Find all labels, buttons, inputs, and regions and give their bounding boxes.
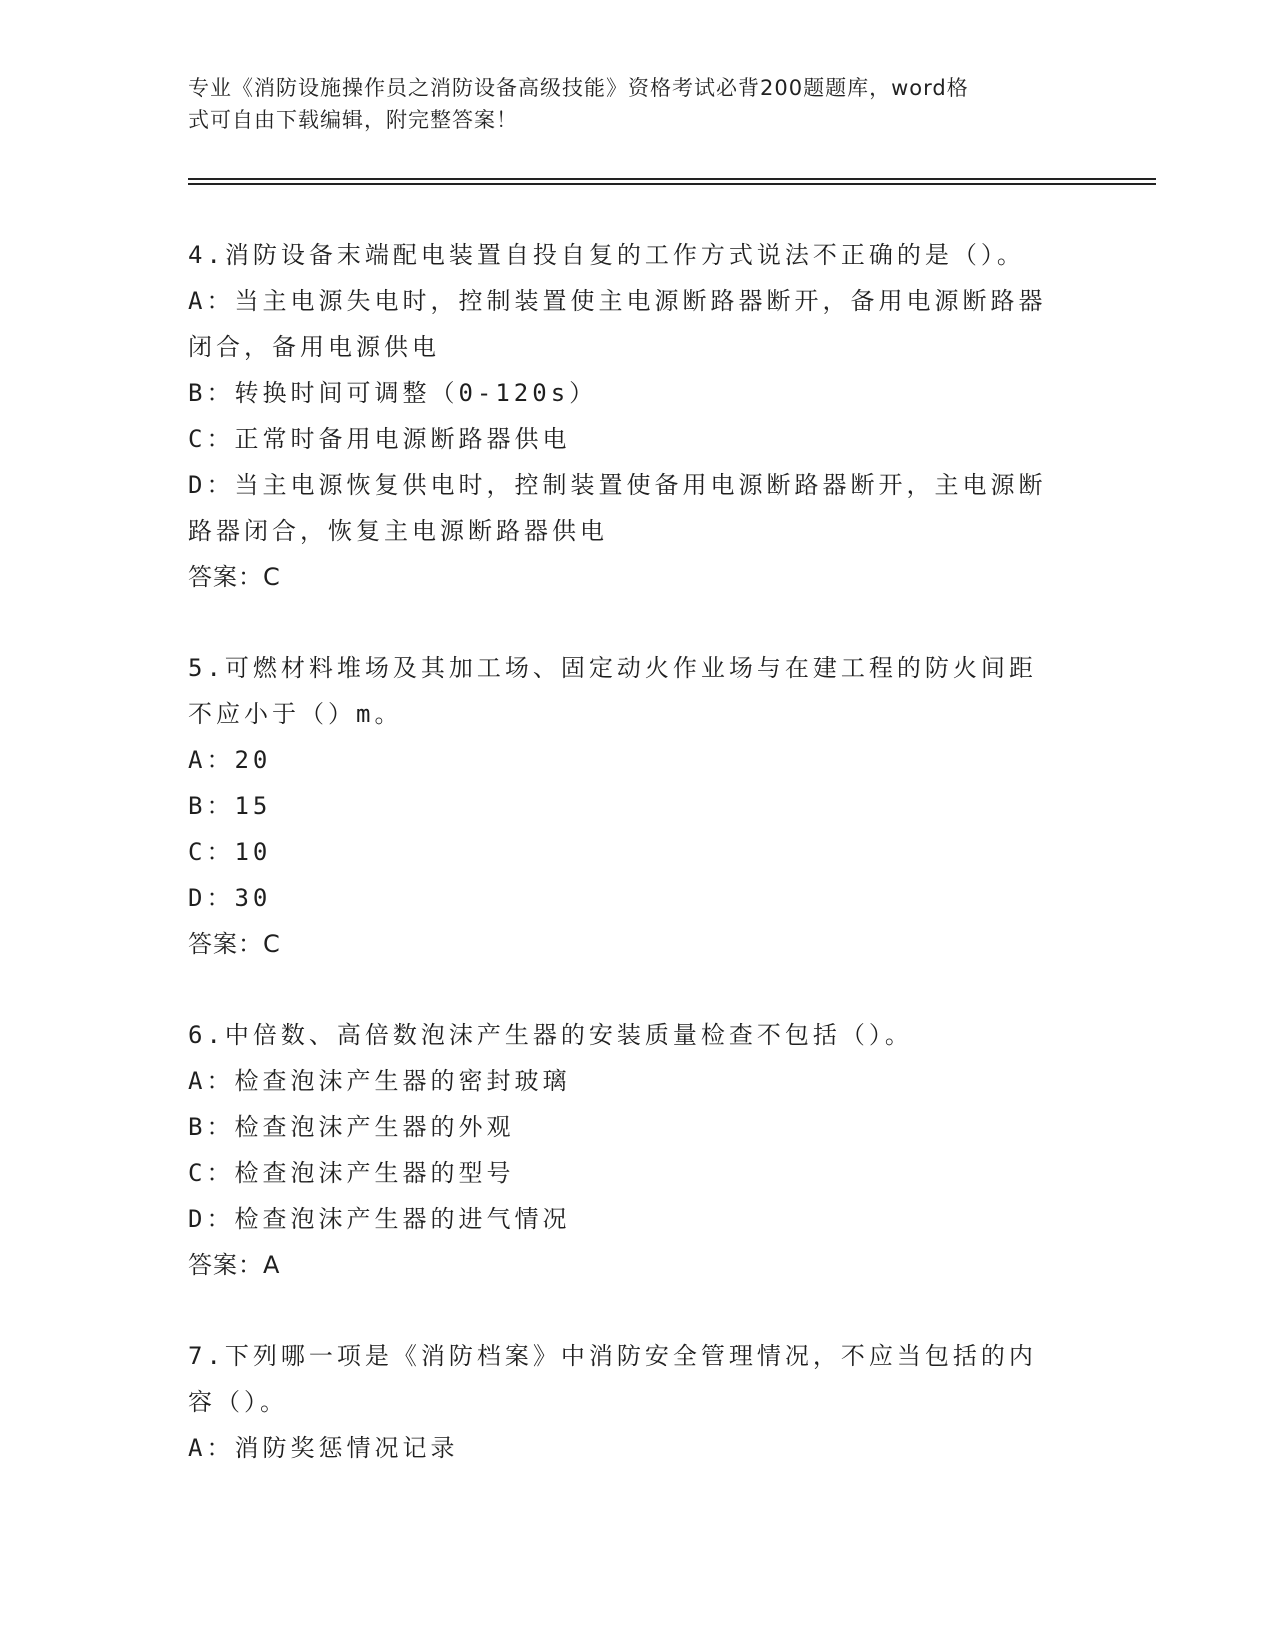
answer-label: 答案：C xyxy=(188,563,281,591)
answer-label: 答案：A xyxy=(188,1251,281,1279)
question-5 xyxy=(188,645,1088,967)
question-stem: 5.可燃材料堆场及其加工场、固定动火作业场与在建工程的防火间距 xyxy=(188,654,1037,682)
header-line-2: 式可自由下载编辑，附完整答案！ xyxy=(188,108,518,132)
question-6 xyxy=(188,1012,1088,1288)
header-line-1: 专业《消防设施操作员之消防设备高级技能》资格考试必背200题题库，word格 xyxy=(188,76,969,100)
option-a: A：消防奖惩情况记录 xyxy=(188,1434,459,1462)
option-d: D：当主电源恢复供电时，控制装置使备用电源断路器断开，主电源断 xyxy=(188,471,1047,499)
question-7 xyxy=(188,1333,1088,1471)
option-b: B：转换时间可调整（0-120s） xyxy=(188,379,598,407)
option-d-continued: 路器闭合，恢复主电源断路器供电 xyxy=(188,517,608,545)
option-c: C：10 xyxy=(188,838,272,866)
option-b: B：15 xyxy=(188,792,272,820)
option-b: B：检查泡沫产生器的外观 xyxy=(188,1113,515,1141)
question-stem-continued: 不应小于（）m。 xyxy=(188,700,403,728)
question-stem-continued: 容（）。 xyxy=(188,1388,288,1416)
answer-label: 答案：C xyxy=(188,930,281,958)
header-divider-bottom xyxy=(188,183,1156,185)
header-divider-top xyxy=(188,178,1156,180)
option-d: D：检查泡沫产生器的进气情况 xyxy=(188,1205,571,1233)
option-c: C：正常时备用电源断路器供电 xyxy=(188,425,571,453)
question-list xyxy=(188,232,1088,1516)
option-d: D：30 xyxy=(188,884,272,912)
question-stem: 4.消防设备末端配电装置自投自复的工作方式说法不正确的是（）。 xyxy=(188,241,1025,269)
document-header xyxy=(188,72,1068,136)
option-a: A：当主电源失电时，控制装置使主电源断路器断开，备用电源断路器 xyxy=(188,287,1047,315)
option-a-continued: 闭合，备用电源供电 xyxy=(188,333,440,361)
question-stem: 7.下列哪一项是《消防档案》中消防安全管理情况，不应当包括的内 xyxy=(188,1342,1037,1370)
option-a: A：检查泡沫产生器的密封玻璃 xyxy=(188,1067,571,1095)
option-c: C：检查泡沫产生器的型号 xyxy=(188,1159,515,1187)
question-stem: 6.中倍数、高倍数泡沫产生器的安装质量检查不包括（）。 xyxy=(188,1021,913,1049)
question-4 xyxy=(188,232,1088,600)
option-a: A：20 xyxy=(188,746,272,774)
